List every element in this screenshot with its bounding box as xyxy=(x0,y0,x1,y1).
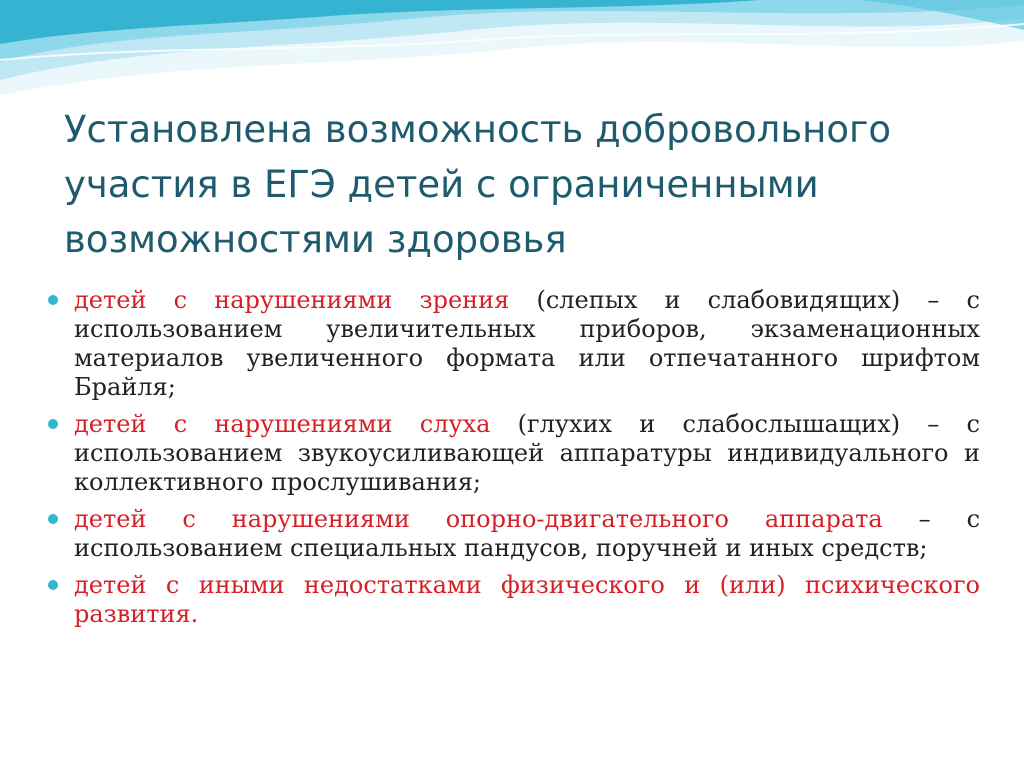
bullet-highlight: детей с нарушениями опорно-двигательного аппарата xyxy=(74,505,883,533)
bullet-dot-icon xyxy=(48,295,58,305)
bullet-dot-icon xyxy=(48,514,58,524)
bullet-hearing xyxy=(48,410,980,497)
slide-title: Установлена возможность добровольного участия в ЕГЭ детей с ограниченными возможностями здоровья xyxy=(64,108,892,261)
bullet-vision xyxy=(48,286,980,402)
bullet-text: (глухих и слабослышащих) – с использованием звукоусиливающей аппаратуры индивидуального и коллективного прослушивания; xyxy=(74,410,981,496)
bullet-musculoskeletal xyxy=(48,505,980,563)
bullet-highlight: детей с нарушениями зрения xyxy=(74,286,510,314)
bullet-text: (слепых и слабовидящих) – с использованием увеличительных приборов, экзаменационных материалов увеличенного формата или отпечатанного шрифтом Брайля; xyxy=(74,286,980,401)
bullet-text: – с использованием специальных пандусов, поручней и иных средств; xyxy=(74,505,981,562)
bullet-dot-icon xyxy=(48,419,58,429)
bullet-other xyxy=(48,571,980,629)
bullet-dot-icon xyxy=(48,580,58,590)
bullet-list xyxy=(48,286,980,637)
bullet-highlight: детей с иными недостатками физического и (или) психического развития. xyxy=(74,571,980,628)
bullet-highlight: детей с нарушениями слуха xyxy=(74,410,491,438)
